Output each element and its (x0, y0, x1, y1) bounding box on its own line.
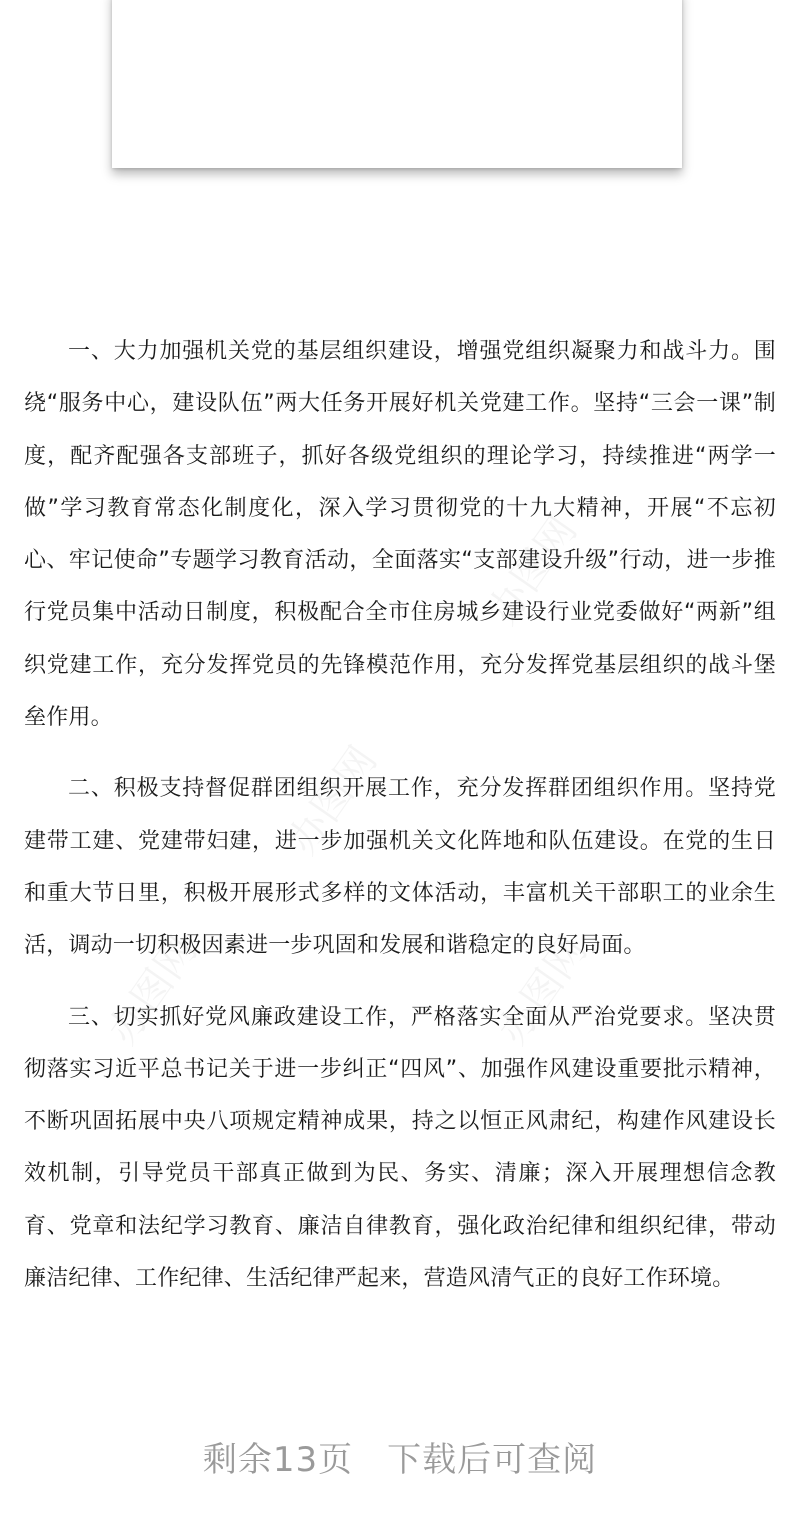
paragraph-1: 一、大力加强机关党的基层组织建设，增强党组织凝聚力和战斗力。围绕“服务中心，建设队伍”两大任务开展好机关党建工作。坚持“三会一课”制度，配齐配强各支部班子，抓好各级党组织的理论学习，持续推进“两学一做”学习教育常态化制度化，深入学习贯彻党的十九大精神，开展“不忘初心、牢记使命”专题学习教育活动，全面落实“支部建设升级”行动，进一步推行党员集中活动日制度，积极配合全市住房城乡建设行业党委做好“两新”组织党建工作，充分发挥党员的先锋模范作用，充分发挥党基层组织的战斗堡垒作用。 (24, 339, 776, 731)
previous-page-card (112, 0, 682, 168)
download-prompt[interactable] (0, 1432, 800, 1481)
remaining-pages-label: 剩余13页 (202, 1440, 354, 1480)
paragraph-3: 三、切实抓好党风廉政建设工作，严格落实全面从严治党要求。坚决贯彻落实习近平总书记关于进一步纠正“四风”、加强作风建设重要批示精神，不断巩固拓展中央八项规定精神成果，持之以恒正风肃纪，构建作风建设长效机制，引导党员干部真正做到为民、务实、清廉；深入开展理想信念教育、党章和法纪学习教育、廉洁自律教育，强化政治纪律和组织纪律，带动廉洁纪律、工作纪律、生活纪律严起来，营造风清气正的良好工作环境。 (24, 1004, 776, 1292)
download-to-read-label: 下载后可查阅 (387, 1440, 598, 1480)
document-body (24, 326, 776, 1305)
paragraph-2: 二、积极支持督促群团组织开展工作，充分发挥群团组织作用。坚持党建带工建、党建带妇建，进一步加强机关文化阵地和队伍建设。在党的生日和重大节日里，积极开展形式多样的文体活动，丰富机关干部职工的业余生活，调动一切积极因素进一步巩固和发展和谐稳定的良好局面。 (24, 776, 776, 959)
